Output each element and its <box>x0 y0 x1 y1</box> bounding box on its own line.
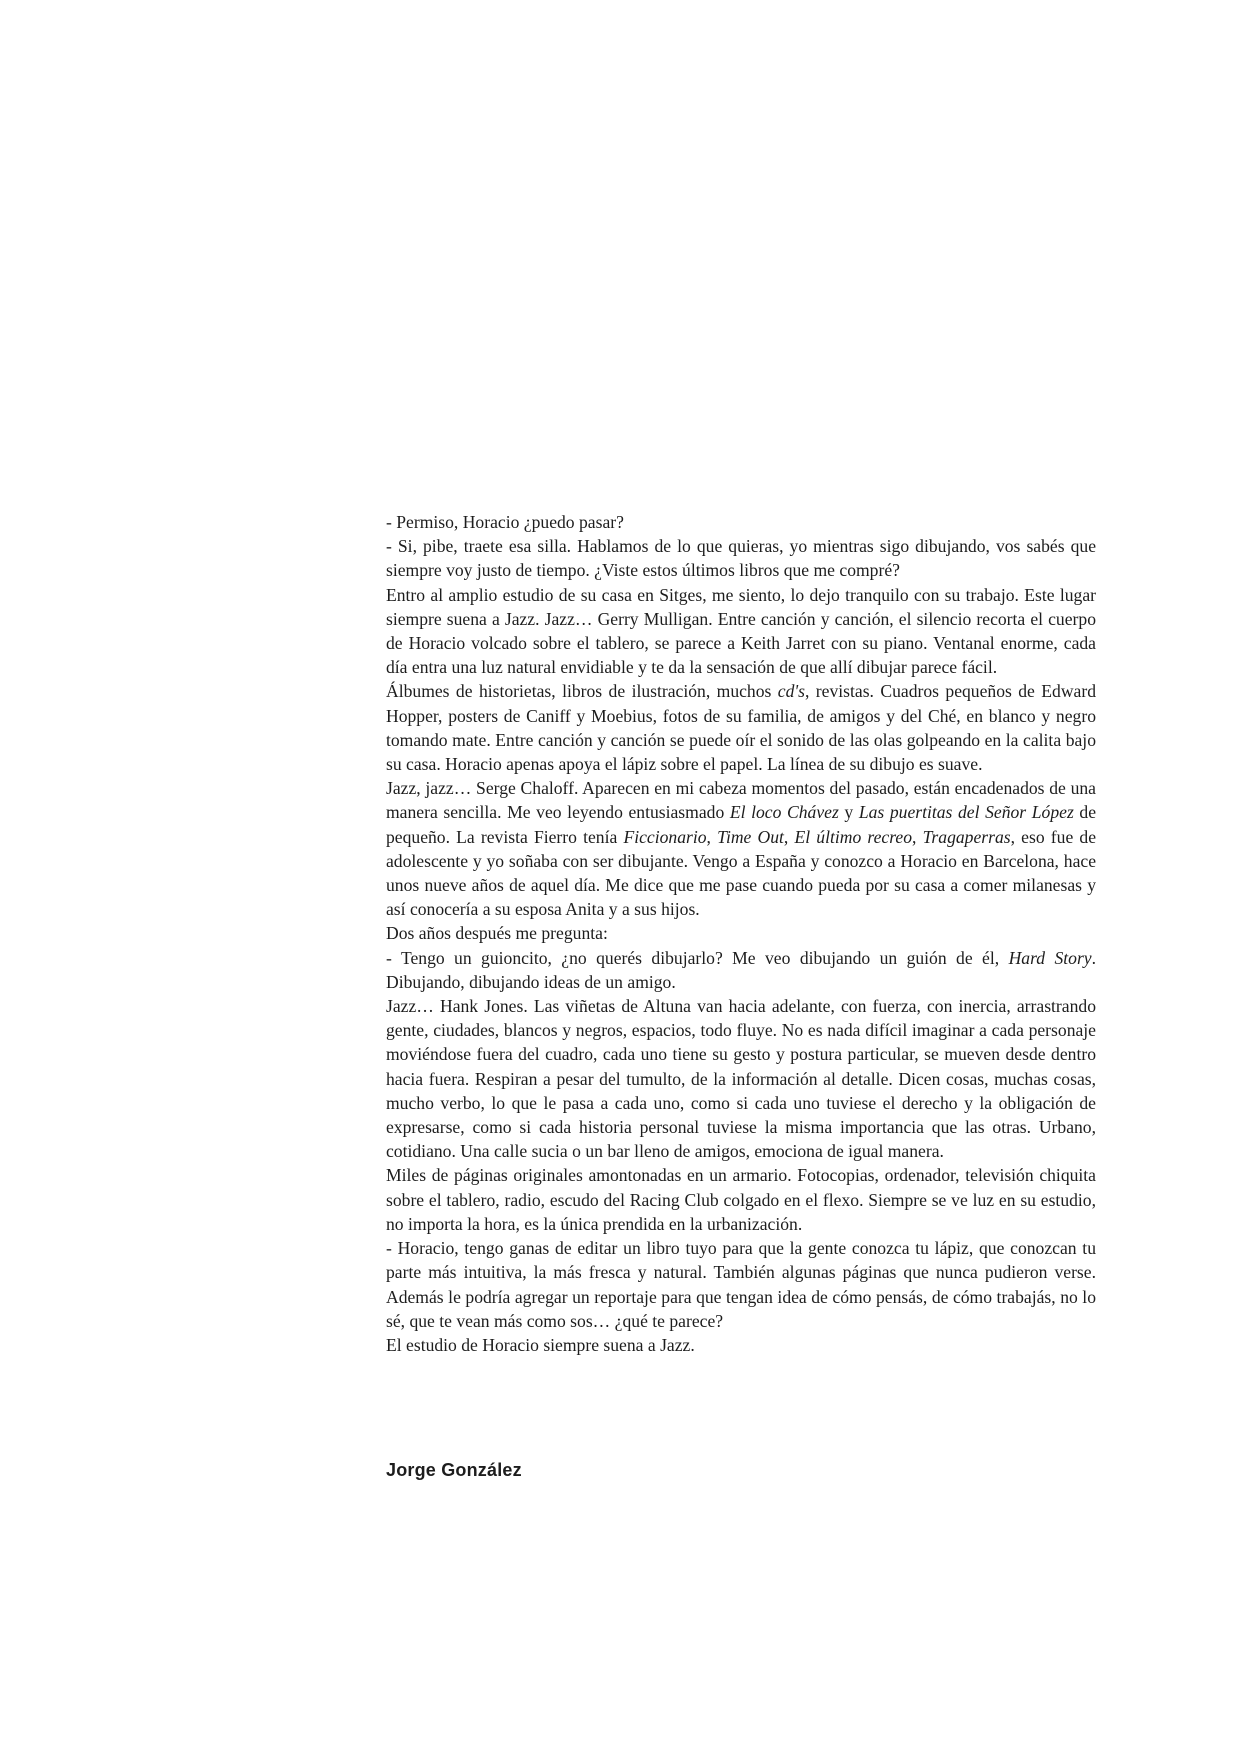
article-body <box>386 510 1096 1357</box>
paragraph-text: , revistas. Cuadros pequeños de Edward Hopper, posters de Caniff y Moebius, fotos de su familia, de amigos y del Ché, en blanco y negro tomando mate. Entre canción y canción se puede oír el sonido de las olas golpeando en la calita bajo su casa. Horacio apenas apoya el lápiz sobre el papel. La línea de su dibujo es suave. <box>386 681 1096 775</box>
italic-title: El loco Chávez <box>729 802 839 823</box>
paragraph-text: de pequeño. La revista Fierro tenía <box>386 802 1097 847</box>
paragraph <box>386 583 1096 680</box>
paragraph-text: - Tengo un guioncito, ¿no querés dibujarlo? Me veo dibujando un guión de él, <box>386 947 1009 968</box>
author-signature: Jorge González <box>386 1460 522 1480</box>
paragraph-text: El estudio de Horacio siempre suena a Jazz. <box>386 1334 695 1355</box>
italic-title: Las puertitas del Señor López <box>858 802 1074 823</box>
paragraph-text: y <box>838 802 859 823</box>
paragraph <box>386 994 1096 1163</box>
paragraph-text: , <box>706 826 718 847</box>
paragraph-text: . Dibujando, dibujando ideas de un amigo. <box>386 947 1097 992</box>
paragraph <box>386 946 1096 994</box>
paragraph-text: Jazz… Hank Jones. Las viñetas de Altuna van hacia adelante, con fuerza, con inercia, arrastrando gente, ciudades, blancos y negros, espacios, todo fluye. No es nada difícil imaginar a cada personaje moviéndose fuera del cuadro, cada uno tiene su gesto y postura particular, se mueven desde dentro hacia fuera. Respiran a pesar del tumulto, de la información al detalle. Dicen cosas, muchas cosas, mucho verbo, lo que le pasa a cada uno, como si cada uno tuviese el derecho y la obligación de expresarse, como si cada historia personal tuviese la misma importancia que las otras. Urbano, cotidiano. Una calle sucia o un bar lleno de amigos, emociona de igual manera. <box>386 996 1096 1162</box>
paragraph-text: , <box>783 826 795 847</box>
paragraph <box>386 534 1096 582</box>
paragraph-text: , <box>912 826 923 847</box>
paragraph-text: , eso fue de adolescente y yo soñaba con ser dibujante. Vengo a España y conozco a Horacio en Barcelona, hace unos nueve años de aquel día. Me dice que me pase cuando pueda por su casa a comer milanesas y así conocería a su esposa Anita y a sus hijos. <box>386 826 1097 920</box>
paragraph-text: Jazz, jazz… Serge Chaloff. Aparecen en mi cabeza momentos del pasado, están encadenados de una manera sencilla. Me veo leyendo entusiasmado <box>386 778 1096 823</box>
paragraph <box>386 1163 1096 1236</box>
italic-title: Tragaperras <box>922 826 1011 847</box>
paragraph-text: - Si, pibe, traete esa silla. Hablamos de lo que quieras, yo mientras sigo dibujando, vos sabés que siempre voy justo de tiempo. ¿Viste estos últimos libros que me compré? <box>386 536 1096 581</box>
paragraph <box>386 921 1096 945</box>
italic-title: cd's <box>777 681 805 702</box>
paragraph-text: - Horacio, tengo ganas de editar un libro tuyo para que la gente conozca tu lápiz, que conozcan tu parte más intuitiva, la más fresca y natural. También algunas páginas que nunca pudieron verse. Además le podría agregar un reportaje para que tengan idea de cómo pensás, de cómo trabajás, no lo sé, que te vean más como sos… ¿qué te parece? <box>386 1238 1096 1331</box>
italic-title: Time Out <box>717 826 784 847</box>
paragraph <box>386 1333 1096 1357</box>
paragraph <box>386 679 1096 776</box>
paragraph-text: Miles de páginas originales amontonadas en un armario. Fotocopias, ordenador, televisión chiquita sobre el tablero, radio, escudo del Racing Club colgado en el flexo. Siempre se ve luz en su estudio, no importa la hora, es la única prendida en la urbanización. <box>386 1165 1096 1234</box>
italic-title: El último recreo <box>794 826 913 847</box>
paragraph-text: Álbumes de historietas, libros de ilustración, muchos <box>386 681 778 702</box>
paragraph-text: - Permiso, Horacio ¿puedo pasar? <box>386 512 624 532</box>
paragraph <box>386 510 1096 534</box>
paragraph <box>386 776 1096 921</box>
paragraph <box>386 1236 1096 1333</box>
paragraph-text: Dos años después me pregunta: <box>386 923 608 944</box>
italic-title: Ficcionario <box>623 826 707 847</box>
italic-title: Hard Story <box>1008 947 1092 968</box>
paragraph-text: Entro al amplio estudio de su casa en Sitges, me siento, lo dejo tranquilo con su trabajo. Este lugar siempre suena a Jazz. Jazz… Gerry Mulligan. Entre canción y canción, el silencio recorta el cuerpo de Horacio volcado sobre el tablero, se parece a Keith Jarret con su piano. Ventanal enorme, cada día entra una luz natural envidiable y te da la sensación de que allí dibujar parece fácil. <box>386 584 1096 678</box>
